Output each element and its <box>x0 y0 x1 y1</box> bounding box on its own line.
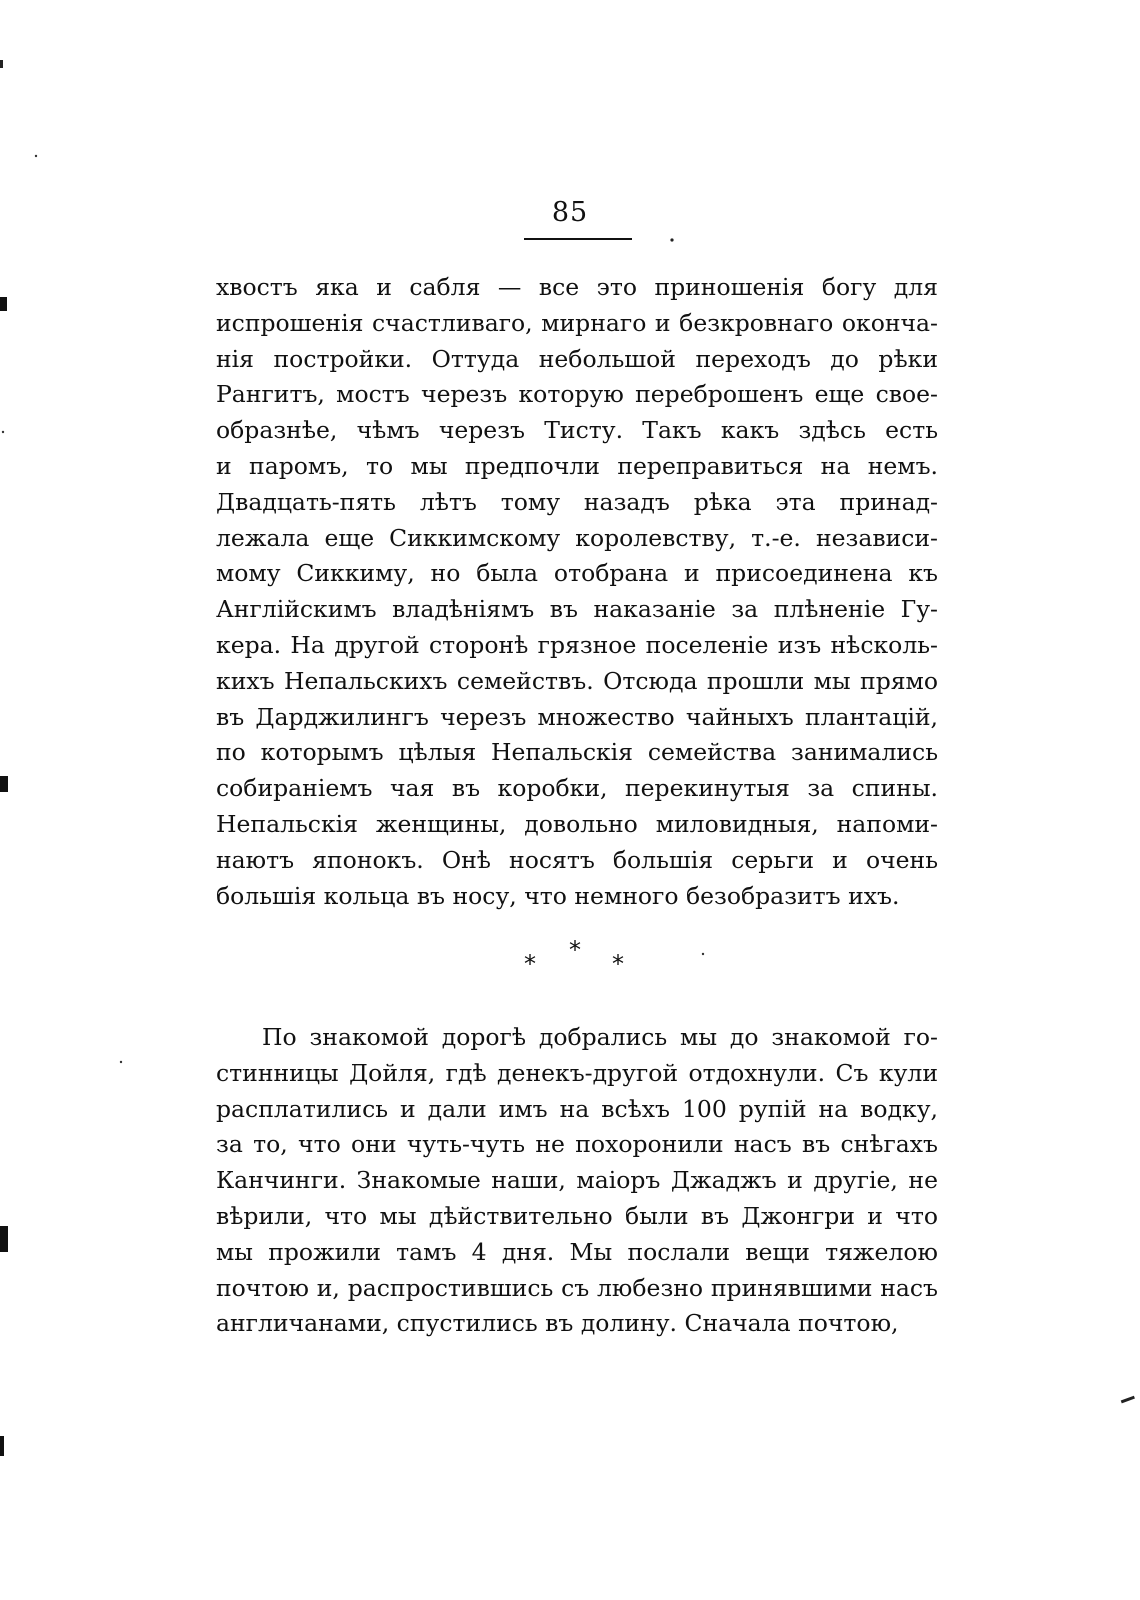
text-line: за то, что они чуть-чуть не похоронили насъ въ снѣгахъ <box>216 1130 938 1159</box>
scan-speck <box>35 155 37 157</box>
asterisk-right: * <box>612 950 624 978</box>
scan-speck <box>120 1061 122 1063</box>
text-line: въ Дарджилингъ черезъ множество чайныхъ плантацій, <box>216 702 938 731</box>
scan-mark <box>0 1226 8 1252</box>
text-line: мы прожили тамъ 4 дня. Мы послали вещи тяжелою <box>216 1237 938 1266</box>
text-line: собираніемъ чая въ коробки, перекинутыя за спины. <box>216 774 938 803</box>
scan-speck <box>670 238 673 241</box>
scan-mark <box>0 297 7 311</box>
text-line: по которымъ цѣлыя Непальскія семейства занимались <box>216 738 938 767</box>
text-line: хвостъ яка и сабля — все это приношенія богу для <box>216 273 938 301</box>
text-line: большія кольца въ носу, что немного безобразитъ ихъ. <box>216 881 900 910</box>
text-line: мому Сиккиму, но была отобрана и присоединена къ <box>216 559 938 588</box>
text-line: Рангитъ, мостъ черезъ которую переброшенъ еще свое- <box>216 380 938 409</box>
page-number: 85 <box>551 197 589 228</box>
scan-speck <box>2 431 4 433</box>
text-line: По знакомой дорогѣ добрались мы до знакомой го- <box>262 1023 938 1051</box>
asterisk-left: * <box>524 950 536 978</box>
text-line: Непальскія женщины, довольно миловидныя, напоми- <box>216 809 938 838</box>
text-line: нія постройки. Оттуда небольшой переходъ до рѣки <box>216 344 938 373</box>
header-rule <box>524 238 632 240</box>
paragraph-1 <box>216 270 938 914</box>
text-line: лежала еще Сиккимскому королевству, т.-е. независи- <box>216 523 938 552</box>
text-line: образнѣе, чѣмъ черезъ Тисту. Такъ какъ здѣсь есть <box>216 416 938 445</box>
text-line: расплатились и дали имъ на всѣхъ 100 рупій на водку, <box>216 1094 938 1123</box>
section-divider <box>0 938 1140 988</box>
text-line: кера. На другой сторонѣ грязное поселеніе изъ нѣсколь- <box>216 630 938 659</box>
text-line: наютъ японокъ. Онѣ носятъ большія серьги и очень <box>216 845 938 874</box>
text-line: Англійскимъ владѣніямъ въ наказаніе за плѣненіе Гу- <box>216 595 938 624</box>
text-line: и паромъ, то мы предпочли переправиться на немъ. <box>216 451 938 480</box>
scan-mark <box>0 60 3 68</box>
scan-mark <box>0 1436 4 1456</box>
scan-mark <box>1121 1396 1135 1404</box>
text-line: Канчинги. Знакомые наши, маіоръ Джаджъ и другіе, не <box>216 1166 938 1195</box>
asterisk-top: * <box>569 936 581 964</box>
text-line: испрошенія счастливаго, мирнаго и безкровнаго оконча- <box>216 308 938 337</box>
text-line: кихъ Непальскихъ семействъ. Отсюда прошли мы прямо <box>216 666 938 695</box>
text-line: почтою и, распростившись съ любезно принявшими насъ <box>216 1273 938 1302</box>
text-line: англичанами, спустились въ долину. Сначала почтою, <box>216 1309 899 1338</box>
text-line: стинницы Дойля, гдѣ денекъ-другой отдохнули. Съ кули <box>216 1058 938 1087</box>
scan-mark <box>0 776 8 792</box>
paragraph-2 <box>216 1020 938 1342</box>
text-line: вѣрили, что мы дѣйствительно были въ Джонгри и что <box>216 1201 938 1230</box>
text-line: Двадцать-пять лѣтъ тому назадъ рѣка эта принад- <box>216 487 938 516</box>
